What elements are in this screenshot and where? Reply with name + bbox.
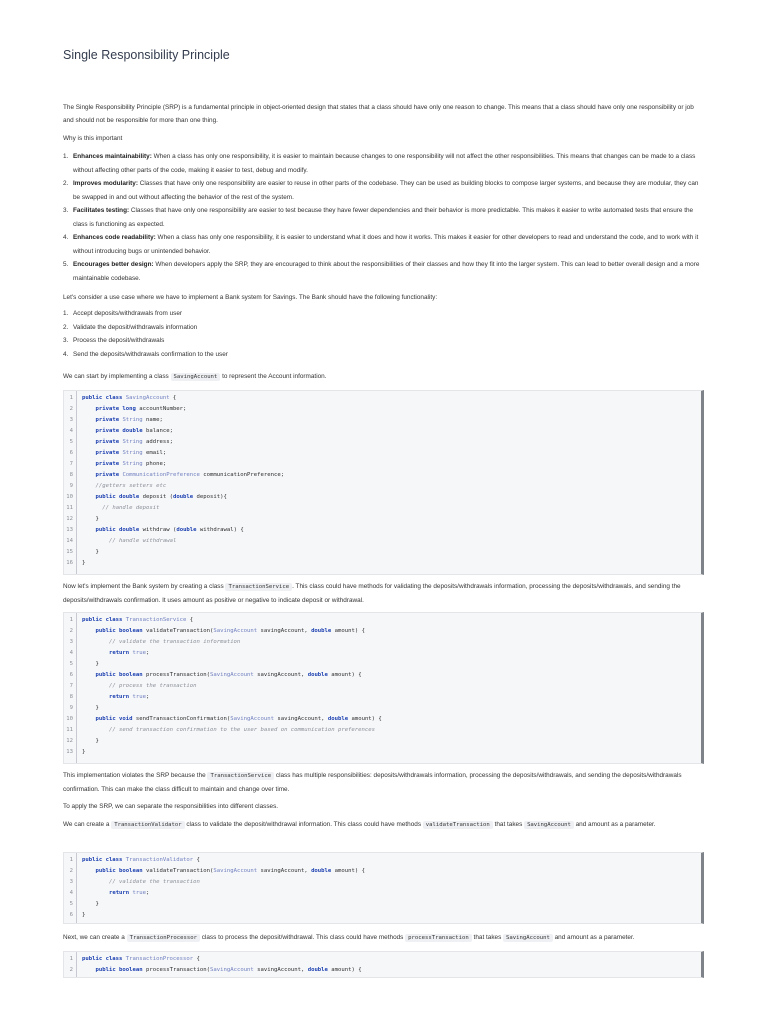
benefit-item: 2. Improves modularity: Classes that have only one responsibility are easier to reuse in other parts of the codebase. They can be used as building blocks to compose larger systems, and because they are modular, they can be swapped in and out without affecting the behavior of the rest of the system. <box>63 180 699 201</box>
inline-code: processTransaction <box>405 934 472 942</box>
line-number: 12 <box>66 738 73 744</box>
functionality-item: 4. Send the deposits/withdrawals confirmation to the user <box>63 350 228 358</box>
line-number: 3 <box>69 879 73 885</box>
line-number: 11 <box>66 727 73 733</box>
code-text: // validate the transaction information <box>108 639 241 645</box>
line-number: 3 <box>69 417 73 423</box>
code-block-transaction-validator <box>63 852 704 924</box>
code-text: public boolean validateTransaction(SavingAccount savingAccount, double amount) { <box>95 868 365 874</box>
apply-paragraph: To apply the SRP, we can separate the responsibilities into different classes. <box>63 803 279 810</box>
code-line <box>64 536 701 547</box>
processor-paragraph: Next, we can create a TransactionProcessor class to process the deposit/withdrawal. This class could have methods processTransaction that takes SavingAccount and amount as a parameter. <box>63 934 635 941</box>
code-line <box>64 855 701 866</box>
functionality-item: 2. Validate the deposit/withdrawals information <box>63 323 198 331</box>
inline-code: TransactionValidator <box>111 821 184 829</box>
code-text: private String address; <box>95 439 173 445</box>
code-line <box>64 404 701 415</box>
inline-code: SavingAccount <box>524 821 574 829</box>
code-text: private long accountNumber; <box>95 406 187 412</box>
code-text: //getters setters etc <box>95 483 167 489</box>
code-text: public double withdraw (double withdrawal) { <box>95 527 244 533</box>
line-number: 16 <box>66 560 73 566</box>
code-text: } <box>82 738 99 744</box>
code-line <box>64 514 701 525</box>
code-text: public boolean processTransaction(SavingAccount savingAccount, double amount) { <box>95 672 362 678</box>
inline-code: SavingAccount <box>503 934 553 942</box>
code-line <box>64 459 701 470</box>
line-number: 11 <box>66 505 73 511</box>
line-number: 6 <box>69 912 73 918</box>
line-number: 7 <box>69 683 73 689</box>
code-text: } <box>82 901 99 907</box>
code-text: public class SavingAccount { <box>82 395 177 401</box>
code-text: // handle withdrawal <box>108 538 177 544</box>
line-number: 12 <box>66 516 73 522</box>
start-paragraph: We can start by implementing a class SavingAccount to represent the Account information. <box>63 373 327 380</box>
code-text: public double deposit (double deposit){ <box>95 494 227 500</box>
code-text: } <box>82 705 99 711</box>
code-block-transaction-service <box>63 612 704 764</box>
line-number: 8 <box>69 472 73 478</box>
intro-paragraph: The Single Responsibility Principle (SRP) is a fundamental principle in object-oriented design that states that a class should have only one reason to change. This means that a class should have only one responsibility or job and should not be responsible for more than one thing. <box>63 104 694 124</box>
line-number: 2 <box>69 628 73 634</box>
code-line <box>64 481 701 492</box>
line-number: 8 <box>69 694 73 700</box>
benefit-item: 3. Facilitates testing: Classes that have only one responsibility are easier to test because they have fewer dependencies and their behavior is more predictable. This makes it easier to write automated tests that ensure the class is functioning as expected. <box>63 207 694 228</box>
line-number: 2 <box>69 868 73 874</box>
functionality-item: 1. Accept deposits/withdrawals from user <box>63 310 183 317</box>
code-line <box>64 703 701 714</box>
inline-code: TransactionProcessor <box>127 934 200 942</box>
line-number: 15 <box>66 549 73 555</box>
code-block-saving-account <box>63 390 704 575</box>
line-number: 9 <box>69 705 73 711</box>
code-text: // validate the transaction <box>108 879 200 885</box>
code-line <box>64 648 701 659</box>
code-line <box>64 503 701 514</box>
code-text: } <box>82 549 99 555</box>
code-line <box>64 415 701 426</box>
line-number: 5 <box>69 439 73 445</box>
code-line <box>64 670 701 681</box>
code-line <box>64 888 701 899</box>
line-number: 1 <box>69 956 73 962</box>
code-text: } <box>82 661 99 667</box>
line-number: 10 <box>66 716 73 722</box>
code-line <box>64 725 701 736</box>
benefit-item: 5. Encourages better design: When developers apply the SRP, they are encouraged to think about the responsibilities of their classes and how they fit into the larger system. This can lead to better overall design and a more maintainable codebase. <box>63 261 700 282</box>
code-text: private String email; <box>95 450 167 456</box>
code-text: } <box>82 560 86 566</box>
code-line <box>64 736 701 747</box>
code-text: return true; <box>108 890 150 896</box>
code-text: public boolean validateTransaction(SavingAccount savingAccount, double amount) { <box>95 628 365 634</box>
line-number: 7 <box>69 461 73 467</box>
code-text: public class TransactionProcessor { <box>82 956 200 962</box>
code-line <box>64 437 701 448</box>
benefit-item: 1. Enhances maintainability: When a class has only one responsibility, it is easier to maintain because changes to one responsibility will not affect the other responsibilities. This means that changes can be made to a class without affecting other parts of the code, making it easier to test, debug and modify. <box>63 153 696 174</box>
code-line <box>64 547 701 558</box>
code-line <box>64 910 701 921</box>
code-line <box>64 492 701 503</box>
code-line <box>64 954 701 965</box>
line-number: 2 <box>69 967 73 973</box>
line-number: 1 <box>69 857 73 863</box>
code-text: // send transaction confirmation to the user based on communication preferences <box>108 727 376 733</box>
code-text: } <box>82 516 99 522</box>
code-text: private double balance; <box>95 428 173 434</box>
code-line <box>64 692 701 703</box>
code-block-transaction-processor <box>63 951 704 978</box>
line-number: 4 <box>69 428 73 434</box>
functionality-item: 3. Process the deposit/withdrawals <box>63 337 165 344</box>
page-title: Single Responsibility Principle <box>63 48 230 62</box>
code-text: } <box>82 749 86 755</box>
why-heading: Why is this important <box>63 135 123 142</box>
line-number: 4 <box>69 650 73 656</box>
code-line <box>64 965 701 976</box>
line-number: 13 <box>66 527 73 533</box>
line-number: 13 <box>66 749 73 755</box>
line-number: 5 <box>69 901 73 907</box>
line-number: 6 <box>69 672 73 678</box>
code-text: private CommunicationPreference communicationPreference; <box>95 472 285 478</box>
code-line <box>64 899 701 910</box>
usecase-paragraph: Let's consider a use case where we have to implement a Bank system for Savings. The Bank should have the following functionality: <box>63 294 438 301</box>
code-line <box>64 393 701 404</box>
inline-code: SavingAccount <box>171 373 221 381</box>
code-line <box>64 747 701 758</box>
line-number: 10 <box>66 494 73 500</box>
code-line <box>64 525 701 536</box>
benefit-item: 4. Enhances code readability: When a class has only one responsibility, it is easier to understand what it does and how it works. This makes it easier for other developers to read and understand the code, and to work with it without introducing bugs or unintended behavior. <box>63 234 699 255</box>
line-number: 1 <box>69 617 73 623</box>
code-line <box>64 714 701 725</box>
inline-code: validateTransaction <box>423 821 493 829</box>
validator-paragraph: We can create a TransactionValidator class to validate the deposit/withdrawal information. This class could have methods validateTransaction that takes SavingAccount and amount as a parameter. <box>63 821 656 828</box>
code-text: public boolean processTransaction(SavingAccount savingAccount, double amount) { <box>95 967 362 973</box>
code-line <box>64 448 701 459</box>
line-number: 3 <box>69 639 73 645</box>
implementation-paragraph: Now let's implement the Bank system by creating a class TransactionService . This class could have methods for validating the deposits/withdrawals information, processing the deposits/withdrawals, and sending the deposits/withdrawals confirmation. It uses amount as positive or negative to indicate deposit or withdrawal. <box>63 583 681 604</box>
code-line <box>64 637 701 648</box>
code-line <box>64 426 701 437</box>
line-number: 9 <box>69 483 73 489</box>
line-number: 4 <box>69 890 73 896</box>
code-line <box>64 866 701 877</box>
code-text: private String phone; <box>95 461 167 467</box>
code-line <box>64 470 701 481</box>
line-number: 1 <box>69 395 73 401</box>
code-text: // handle deposit <box>102 505 160 511</box>
code-line <box>64 659 701 670</box>
code-text: // process the transaction <box>108 683 197 689</box>
inline-code: TransactionService <box>225 583 292 591</box>
code-line <box>64 681 701 692</box>
line-number: 6 <box>69 450 73 456</box>
violation-paragraph: This implementation violates the SRP because the TransactionService class has multiple responsibilities: deposits/withdrawals information, processing the deposits/withdrawals, and sending the deposits/withdrawals confirmation. This can make the class difficult to maintain and change over time. <box>63 772 682 793</box>
code-text: private String name; <box>95 417 163 423</box>
code-line <box>64 877 701 888</box>
line-number: 5 <box>69 661 73 667</box>
code-line <box>64 558 701 569</box>
inline-code: TransactionService <box>207 772 274 780</box>
functionality-list <box>63 307 703 361</box>
code-text: public class TransactionValidator { <box>82 857 200 863</box>
code-text: public void sendTransactionConfirmation(SavingAccount savingAccount, double amount) { <box>95 716 382 722</box>
line-number: 2 <box>69 406 73 412</box>
code-text: return true; <box>108 650 150 656</box>
benefits-list <box>63 150 703 285</box>
code-line <box>64 615 701 626</box>
code-text: } <box>82 912 86 918</box>
code-line <box>64 626 701 637</box>
code-text: public class TransactionService { <box>82 617 194 623</box>
line-number: 14 <box>66 538 73 544</box>
code-text: return true; <box>108 694 150 700</box>
